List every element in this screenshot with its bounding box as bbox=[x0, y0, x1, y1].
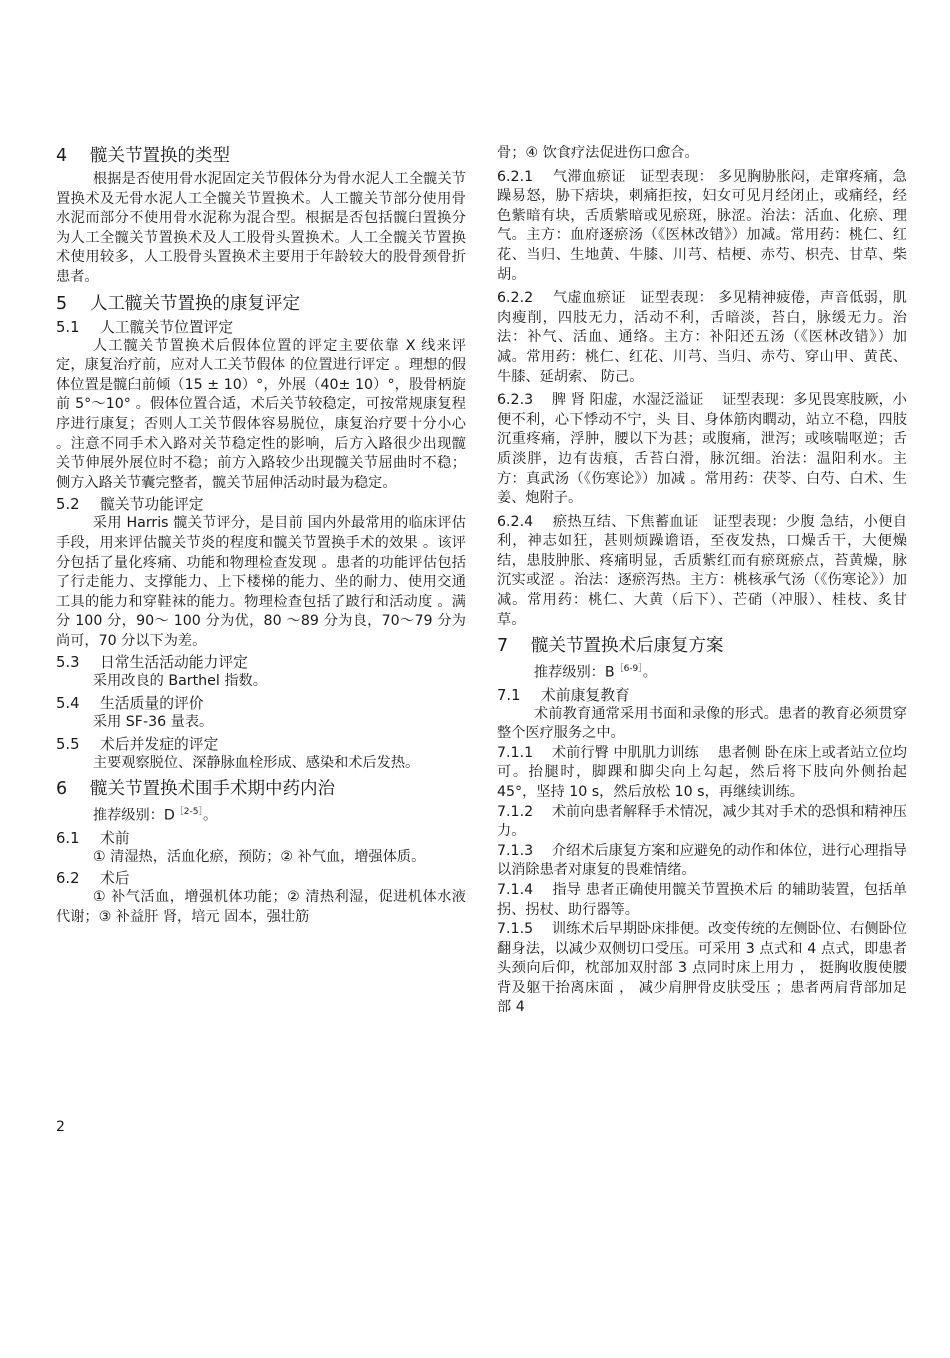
section-7-1-5-paragraph: 7.1.5 训练术后早期卧床排便。改变传统的左侧卧位、右侧卧位翻身法，以减少双侧切口受压。可采用 3 点式和 4 点式，即患者头颈向后仰，枕部加双肘部 3 点同时床上用力 ， 挺胸收腹使腰背及躯干抬离床面 ， 减少肩胛骨皮肤受压 ；患者两肩背部加足部 4 bbox=[497, 921, 907, 1016]
section-6-2-3-paragraph: 6.2.3 脾 肾 阳虚，水湿泛溢证 证型表现：多见畏寒肢厥，小便不利，心下悸动不宁，头 目、身体筋肉瞤动，站立不稳，四肢沉重疼痛，浮肿，腰以下为甚；或腹痛，泄泻；或咳喘呕逆；舌质淡胖，边有齿痕，舌苔白滑，脉沉细。治法：温阳利水。主方：真武汤（《伤寒论》）加减 。常用药：茯苓、白芍、白术、生姜、炮附子。 bbox=[497, 392, 907, 507]
section-7-1-1-paragraph: 7.1.1 术前行臀 中肌肌力训练 患者侧 卧在床上或者站立位均可。抬腿时，脚踝和脚尖向上勾起，然后将下肢向外侧抬起 45°，坚持 10 s，然后放松 10 s，再继续训练。 bbox=[497, 744, 907, 800]
section-5-5-paragraph: 主要观察脱位、深静脉血栓形成、感染和术后发热。 bbox=[92, 754, 420, 771]
section-4-paragraph: 根据是否使用骨水泥固定关节假体分为骨水泥人工全髋关节置换术及无骨水泥人工全髋关节置换术。人工髋关节部分使用骨水泥而部分不使用骨水泥称为混合型。根据是否包括髋臼置换分为人工全髋关节置换术及人工股骨头置换术。人工全髋关节置换术使用较多，人工股骨头置换术主要用于年龄较大的股骨颈骨折患者。 bbox=[56, 171, 466, 285]
section-5-5-heading: 5.5 术后并发症的评定 bbox=[56, 735, 219, 753]
section-6-2-paragraph: ① 补气活血，增强机体功能；② 清热利湿，促进机体水液代谢；③ 补益肝 肾，培元 固本，强壮筋 bbox=[56, 889, 466, 925]
section-7-1-4-paragraph: 7.1.4 指导 患者正确使用髋关节置换术后 的辅助装置，包括单拐、拐杖、助行器等。 bbox=[497, 881, 907, 918]
section-5-4-heading: 5.4 生活质量的评价 bbox=[56, 695, 204, 713]
right-column bbox=[497, 144, 907, 1018]
section-6-1-paragraph: ① 清湿热，活血化瘀，预防；② 补气血，增强体质。 bbox=[92, 848, 426, 865]
section-6-2-4-paragraph: 6.2.4 瘀热互结、下焦蓄血证 证型表现：少腹 急结，小便自利，神志如狂，甚则烦躁谵语，至夜发热，口燥舌干，大便燥结，患肢肿胀、疼痛明显，舌质紫红而有瘀斑瘀点，苔黄燥，脉沉实或涩 。治法：逐瘀泻热。主方：桃核承气汤（《伤寒论》）加减。常用药：桃仁、大黄（后下）、芒硝（冲服）、桂枝、炙甘草。 bbox=[497, 513, 907, 628]
section-4-heading: 4 髋关节置换的类型 bbox=[56, 146, 230, 166]
section-5-4-paragraph: 采用 SF-36 量表。 bbox=[92, 714, 214, 731]
section-6-recommendation: 推荐级别：$D^{[2-5]}$。 bbox=[92, 807, 218, 824]
section-7-1-paragraph: 术前教育通常采用书面和录像的形式。患者的教育必须贯穿整个医疗服务之中。 bbox=[497, 705, 907, 742]
section-7-recommendation: 推荐级别：$B^{[6-9]}$。 bbox=[533, 664, 657, 681]
section-5-1-paragraph: 人工髋关节置换术后假体位置的评定主要依靠 X 线来评定，康复治疗前，应对人工关节假体 的位置进行评定 。理想的假体位置是髋臼前倾（15 ± 10）°，外展（40± 10）°，股骨柄旋前 5°～10° 。假体位置合适，术后关节较稳定，可按常规康复程序进行康复；否则人工关节假体容易脱位，康复治疗要十分小心 。注意不同手术入路对关节稳定性的影响，后方入路很少出现髋关节伸展外展位时不稳；前方入路较少出现髋关节屈曲时不稳；侧方入路关节囊完整者，髋关节屈伸活动时最为稳定。 bbox=[56, 337, 466, 491]
section-6-heading: 6 髋关节置换术围手术期中药内治 bbox=[56, 779, 335, 800]
section-7-1-2-paragraph: 7.1.2 术前向患者解释手术情况，减少其对手术的恐惧和精神压力。 bbox=[497, 803, 907, 840]
section-5-1-heading: 5.1 人工髋关节位置评定 bbox=[56, 318, 234, 336]
section-6-2-2-paragraph: 6.2.2 气虚血瘀证 证型表现： 多见精神疲倦，声音低弱，肌肉瘦削，四肢无力，活动不利，舌暗淡，苔白，脉缓无力。治法：补气、活血、通络。主方：补阳还五汤（《医林改错》）加减。常用药：桃仁、红花、川芎、当归、赤芍、穿山甲、黄芪、牛膝、延胡索、 防己。 bbox=[497, 290, 907, 385]
section-5-2-paragraph: 采用 Harris 髋关节评分，是目前 国内外最常用的临床评估手段，用来评估髋关节炎的程度和髋关节置换手术的效果 。该评分包括了量化疼痛、功能和物理检查发现 。患者的功能评估包括了行走能力、支撑能力、上下楼梯的能力、坐的耐力、使用交通工具的能力和穿鞋袜的能力。物理检查包括了跛行和活动度 。满分 100 分，90～ 100 分为优，80 ～89 分为良，70～79 分为尚可，70 分以下为差。 bbox=[56, 515, 466, 649]
section-5-2-heading: 5.2 髋关节功能评定 bbox=[56, 496, 204, 514]
reference-citation: ［6-9］ bbox=[614, 664, 643, 675]
reference-citation: ［2-5］ bbox=[174, 807, 203, 818]
section-7-1-3-paragraph: 7.1.3 介绍术后康复方案和应避免的动作和体位，进行心理指导以消除患者对康复的畏难情绪。 bbox=[497, 842, 907, 879]
section-7-heading: 7 髋关节置换术后康复方案 bbox=[497, 636, 724, 657]
section-7-1-heading: 7.1 术前康复教育 bbox=[497, 686, 630, 704]
page-number: 2 bbox=[56, 1119, 65, 1135]
section-5-heading: 5 人工髋关节置换的康复评定 bbox=[56, 293, 300, 314]
left-column bbox=[56, 140, 466, 927]
section-5-3-heading: 5.3 日常生活活动能力评定 bbox=[56, 654, 248, 672]
continued-text: 骨；④ 饮食疗法促进伤口愈合。 bbox=[497, 145, 699, 161]
section-6-2-heading: 6.2 术后 bbox=[56, 870, 130, 888]
section-6-2-1-paragraph: 6.2.1 气滞血瘀证 证型表现： 多见胸胁胀闷，走窜疼痛，急躁易怒，胁下痞块，刺痛拒按，妇女可见月经闭止，或痛经，经色紫暗有块，舌质紫暗或见瘀斑，脉涩。治法：活血、化瘀、理气。主方：血府逐瘀汤（《医林改错》）加减。常用药：桃仁、红花、当归、生地黄、牛膝、川芎、桔梗、赤芍、枳壳、甘草、柴胡。 bbox=[497, 168, 907, 283]
section-5-3-paragraph: 采用改良的 Barthel 指数。 bbox=[92, 673, 267, 690]
section-6-1-heading: 6.1 术前 bbox=[56, 829, 130, 847]
